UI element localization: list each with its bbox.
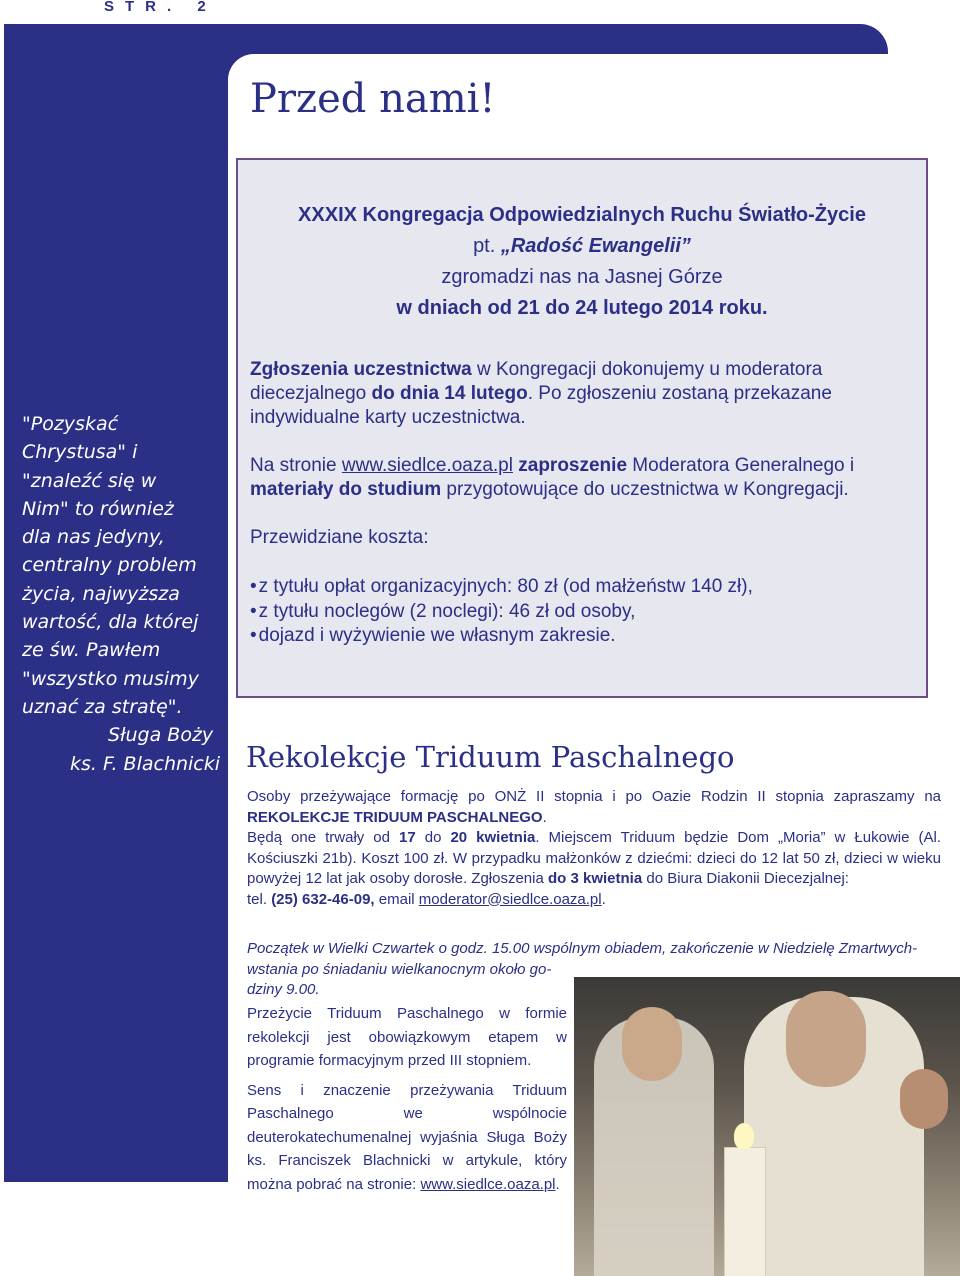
quote-line: Chrystusa" i [22,441,138,464]
congregation-theme [240,231,924,262]
retreat-name-bold: REKOLEKCJE TRIDUUM PASCHALNEGO [247,808,543,826]
congregation-details [250,358,914,649]
triduum-invite-paragraph [247,787,941,828]
quote-line: dla nas jedyny, [22,526,165,549]
invite-text: Osoby przeżywające formację po ONŻ II stopnia i po Oazie Rodzin II stopnia zapraszamy na [247,788,941,805]
quote-line: "wszystko musimy [22,667,199,690]
materials-text-3: przygotowujące do uczestnictwa w Kongregacji. [441,479,849,500]
list-item [250,575,914,600]
quote-line: życia, najwyższa [22,582,180,605]
quote-line: Nim" to również [22,497,174,520]
registration-paragraph [250,358,914,430]
registration-text: w Kongregacji dokonujemy u moderatora diecezjalnego [250,359,823,404]
sidebar-quote [22,410,222,778]
obligation-paragraph: Przeżycie Triduum Paschalnego w formie rekolekcji jest obowiązkowym etapem w programie formacyjnym przed III stopniem. [247,1005,567,1069]
triduum-details-paragraph [247,828,941,890]
details-text-4: do Biura Diakonii Diecezjalnej: [642,870,849,887]
quote-line: "znaleźć się w [22,469,157,492]
schedule-line: dziny 9.00. [247,981,320,998]
reference-end: . [555,1175,560,1193]
costs-list [250,575,914,649]
main-title: Przed nami! [250,76,496,122]
reference-text: Sens i znaczenie przeżywania Triduum Paschalnego we wspólnocie deuterokatechumenalnej wyjaśnia Sługa Boży ks. Franciszek Blachnicki w artykule, który można pobrać na stronie: [247,1081,567,1193]
contact-end: . [601,890,606,908]
cost-item-text: z tytułu opłat organizacyjnych: 80 zł (od małżeństw 140 zł), [258,576,753,597]
end-date-bold: 20 kwietnia [450,829,536,846]
quote-signature-title: Sługa Boży [108,724,214,747]
congregation-place: zgromadzi nas na Jasnej Górze [441,266,723,288]
photo-figure [900,1069,948,1129]
deadline-bold: do 3 kwietnia [548,870,643,887]
cost-item-text: z tytułu noclegów (2 noclegi): 46 zł od osoby, [258,600,636,622]
materials-text-2: Moderatora Generalnego i [627,455,855,476]
email-link[interactable]: moderator@siedlce.oaza.pl [418,890,602,908]
quote-line: wartość, dla której [22,611,199,634]
congregation-header [240,200,924,324]
phone-number: (25) 632-46-09, [271,890,375,908]
bullet-icon: • [250,625,257,646]
article-reference-paragraph [247,1079,567,1197]
paschal-candle-icon [724,1147,766,1276]
triduum-narrow-column [247,1002,567,1202]
quote-line: uznać za stratę". [22,695,183,718]
schedule-line: wstania po śniadaniu wielkanocnym około go- [247,960,552,978]
contact-text: tel. [247,890,272,908]
contact-text-2: email [374,890,419,908]
website-link[interactable]: www.siedlce.oaza.pl [341,455,513,476]
quote-line: "Pozyskać [22,413,119,435]
costs-heading: Przewidziane koszta: [250,527,429,548]
website-link[interactable]: www.siedlce.oaza.pl [420,1175,556,1193]
registration-deadline: do dnia 14 lutego [371,383,528,404]
flame-icon [734,1123,754,1149]
contact-paragraph [247,890,941,911]
bullet-icon: • [250,576,257,597]
quote-signature-name: ks. F. Blachnicki [70,752,221,775]
congregation-name: XXXIX Kongregacja Odpowiedzialnych Ruchu Światło-Życie [298,204,866,226]
details-text-2: do [415,829,451,846]
schedule-line: Początek w Wielki Czwartek o godz. 15.00 wspólnym obiadem, zakończenie w Niedzielę Zmartwych- [247,940,918,957]
materials-text: Na stronie [250,455,342,476]
theme-title: „Radość Ewangelii” [500,235,691,257]
quote-line: centralny problem [22,554,197,577]
study-materials-bold: materiały do studium [250,479,442,500]
theme-prefix: pt. [473,235,501,257]
invite-end: . [542,808,547,826]
list-item [250,624,914,649]
photo-figure [786,991,866,1087]
list-item [250,600,914,625]
materials-paragraph [250,454,914,502]
triduum-title: Rekolekcje Triduum Paschalnego [246,740,735,774]
congregation-info-box [236,158,928,698]
cost-item-text: dojazd i wyżywienie we własnym zakresie. [258,625,616,646]
bullet-icon: • [250,600,257,622]
registration-bold: Zgłoszenia uczestnictwa [250,359,472,380]
invitation-bold: zaproszenie [512,455,628,476]
congregation-dates: w dniach od 21 do 24 lutego 2014 roku. [396,297,768,319]
start-date-bold: 17 [399,829,416,846]
details-text: Będą one trwały od [247,829,400,846]
quote-line: ze św. Pawłem [22,639,161,662]
triduum-article [247,787,941,910]
registration-text-end: . Po zgłoszeniu zostaną przekazane indywidualne karty uczestnictwa. [250,383,832,428]
priests-photo [574,977,960,1276]
details-text-3: . Miejscem Triduum będzie Dom „Moria” w Łukowie (Al. Kościuszki 21b). Koszt 100 zł. W przypadku małżonków z dziećmi: dzieci do 12 lat 50 zł, dzieci w wieku powyżej 12 lat jak osoby dorosłe. Zgłoszenia [247,829,941,887]
page-number-label: STR. 2 [104,0,217,15]
photo-figure [622,1007,682,1081]
